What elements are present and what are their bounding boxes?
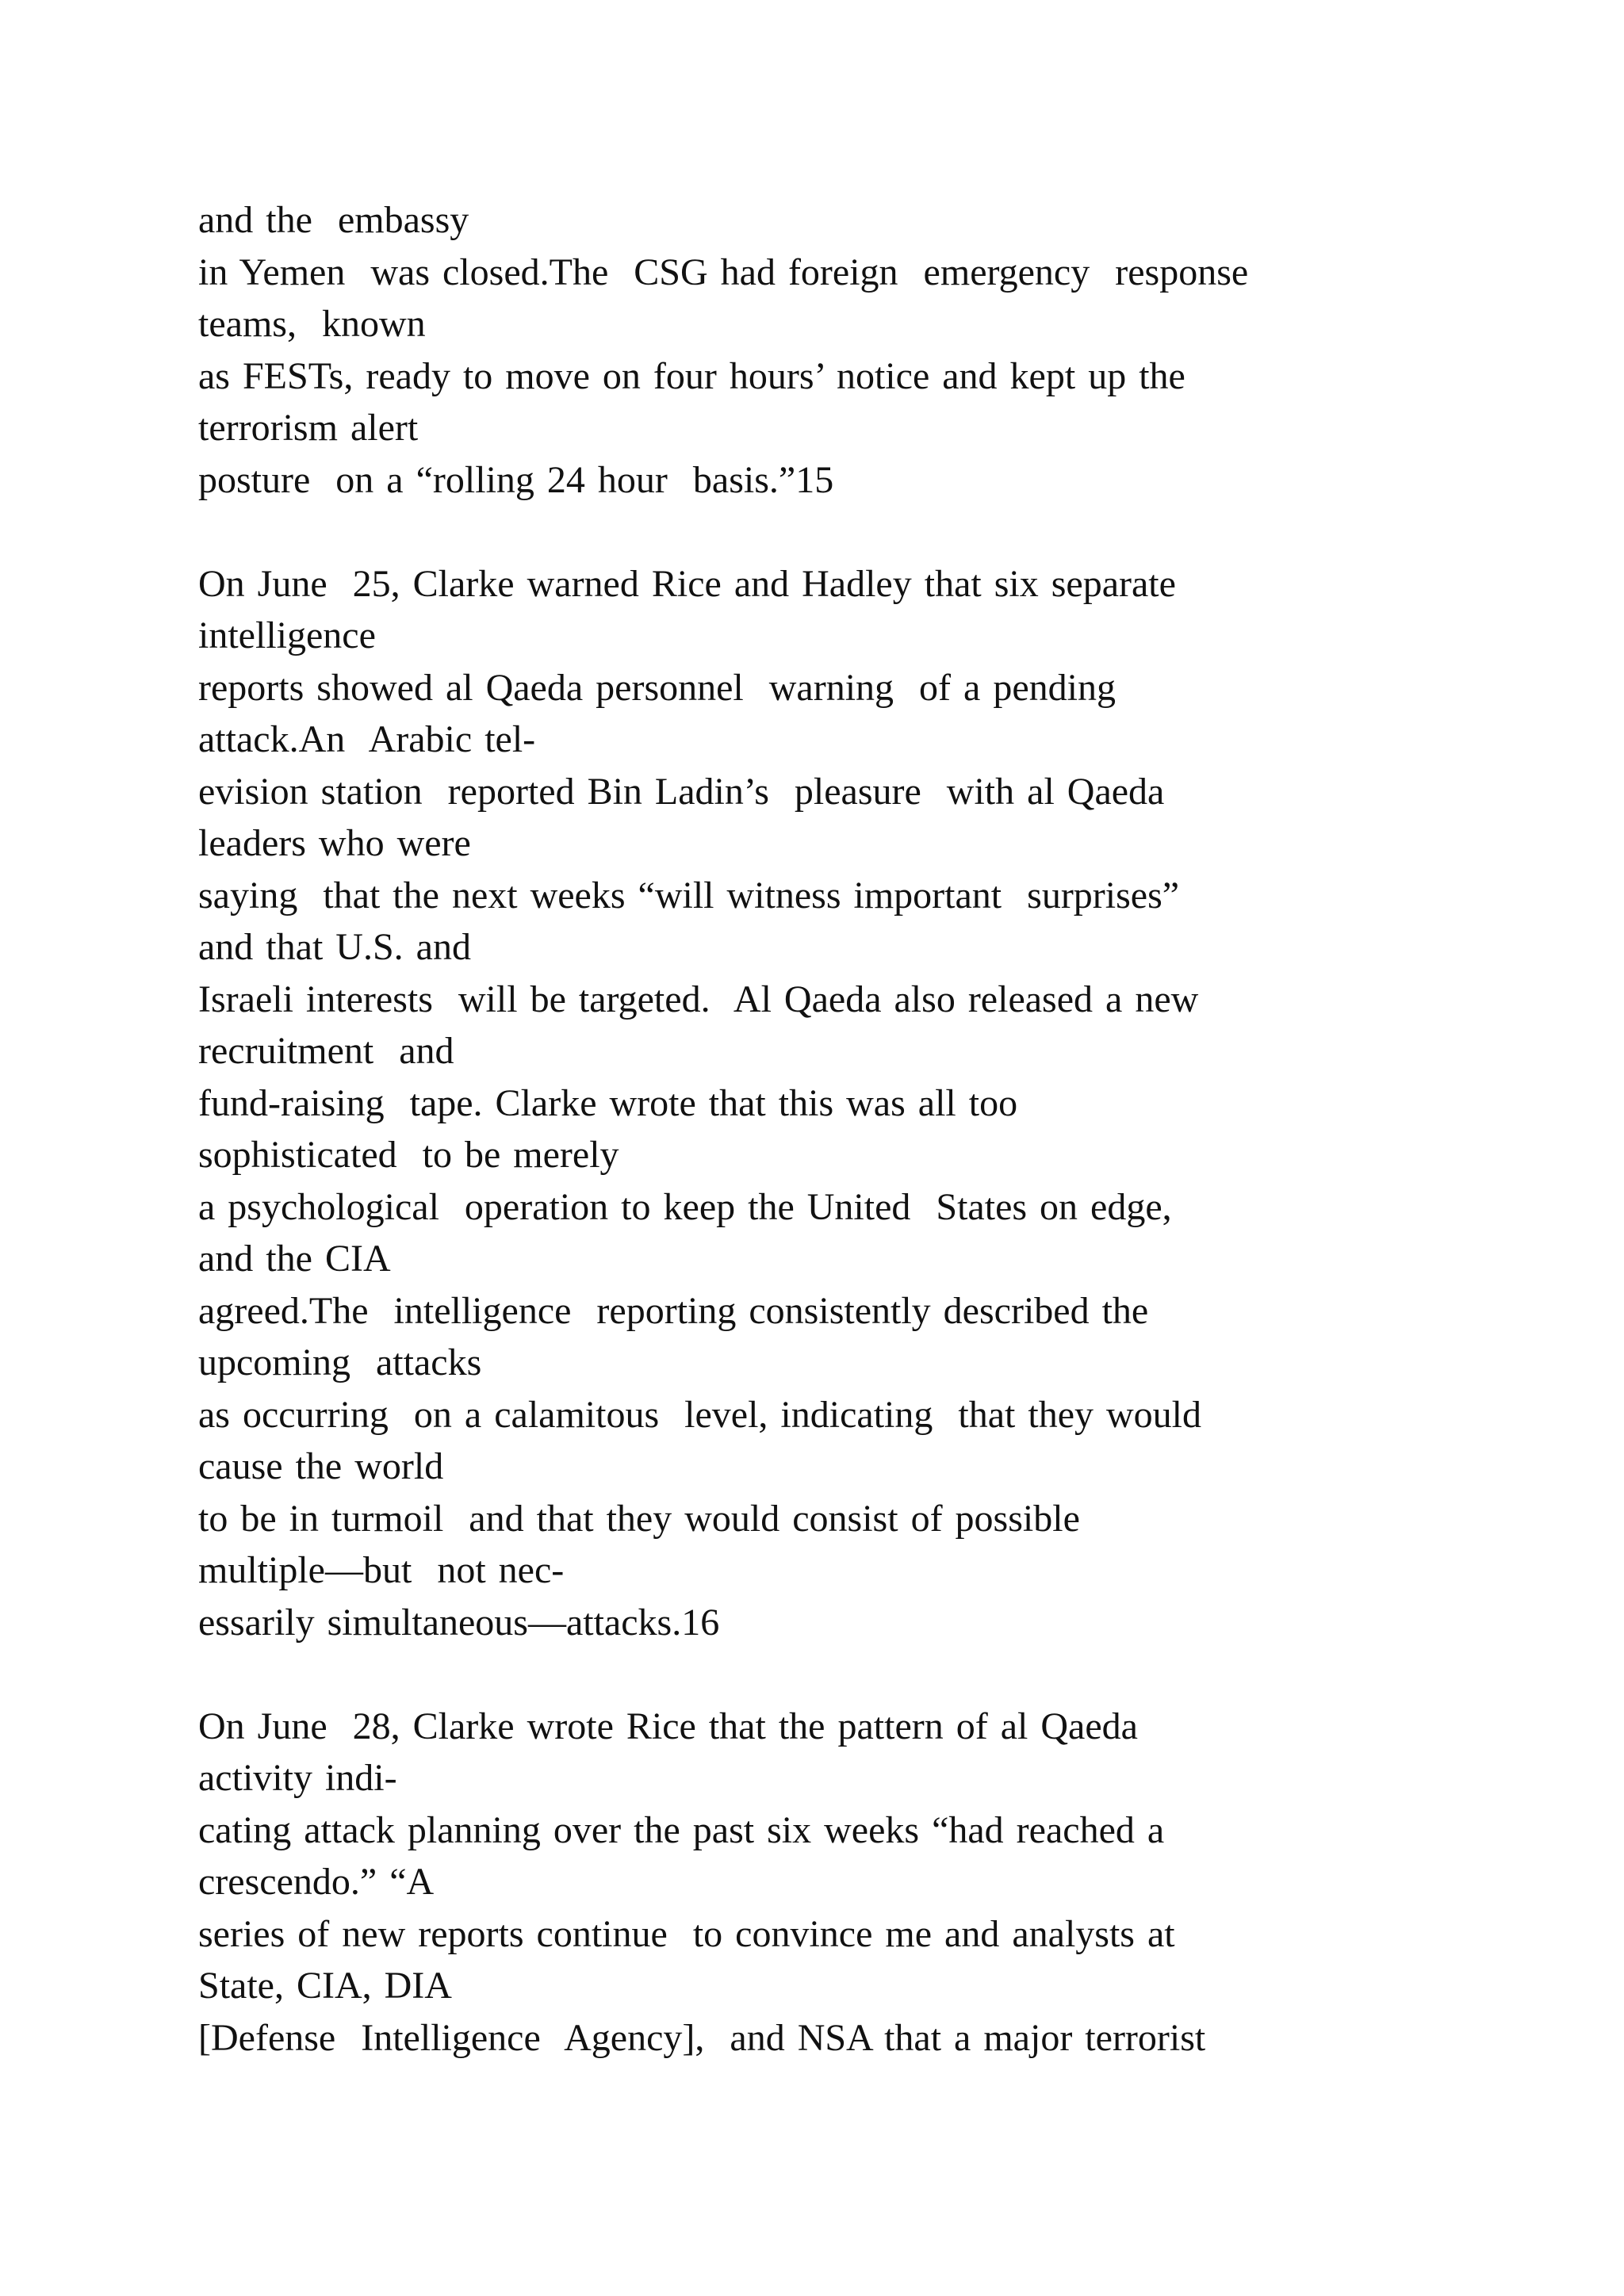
- text-line: posture on a “rolling 24 hour basis.”15: [198, 458, 834, 501]
- text-line: State, CIA, DIA: [198, 1965, 452, 2007]
- text-line: terrorism alert: [198, 407, 419, 449]
- paragraph: [198, 1701, 1499, 2064]
- text-line: series of new reports continue to convince me and analysts at: [198, 1912, 1175, 1955]
- text-line: and that U.S. and: [198, 926, 471, 968]
- text-line: cating attack planning over the past six weeks “had reached a: [198, 1808, 1165, 1851]
- text-line: upcoming attacks: [198, 1341, 482, 1383]
- paragraph: [198, 558, 1499, 1649]
- text-line: agreed.The intelligence reporting consistently described the: [198, 1289, 1149, 1332]
- text-line: as FESTs, ready to move on four hours’ notice and kept up the: [198, 354, 1185, 397]
- text-line: intelligence: [198, 614, 376, 656]
- text-line: multiple—but not nec-: [198, 1549, 565, 1591]
- text-line: recruitment and: [198, 1030, 454, 1072]
- text-line: essarily simultaneous—attacks.16: [198, 1601, 720, 1644]
- text-line: On June 28, Clarke wrote Rice that the pattern of al Qaeda: [198, 1705, 1138, 1747]
- text-line: crescendo.” “A: [198, 1861, 435, 1903]
- text-line: and the CIA: [198, 1238, 391, 1280]
- text-line: cause the world: [198, 1445, 444, 1487]
- text-line: sophisticated to be merely: [198, 1134, 619, 1176]
- text-line: reports showed al Qaeda personnel warning of a pending: [198, 666, 1116, 709]
- text-line: teams, known: [198, 303, 426, 345]
- text-line: [Defense Intelligence Agency], and NSA that a major terrorist: [198, 2016, 1206, 2059]
- paragraph-gap: [198, 1648, 1499, 1701]
- text-line: to be in turmoil and that they would consist of possible: [198, 1497, 1080, 1540]
- text-line: attack.An Arabic tel-: [198, 718, 536, 760]
- text-line: and the embassy: [198, 199, 469, 241]
- text-line: a psychological operation to keep the United States on edge,: [198, 1185, 1172, 1228]
- text-line: saying that the next weeks “will witness important surprises”: [198, 874, 1180, 916]
- paragraph: [198, 194, 1499, 506]
- text-line: fund-raising tape. Clarke wrote that this was all too: [198, 1081, 1018, 1124]
- document-body: [198, 194, 1499, 2064]
- text-line: as occurring on a calamitous level, indicating that they would: [198, 1393, 1201, 1436]
- text-line: activity indi-: [198, 1757, 397, 1799]
- text-line: evision station reported Bin Ladin’s pleasure with al Qaeda: [198, 770, 1165, 813]
- text-line: On June 25, Clarke warned Rice and Hadley that six separate: [198, 562, 1176, 605]
- text-line: Israeli interests will be targeted. Al Qaeda also released a new: [198, 978, 1199, 1020]
- paragraph-gap: [198, 506, 1499, 558]
- text-line: leaders who were: [198, 822, 471, 864]
- text-line: in Yemen was closed.The CSG had foreign emergency response: [198, 251, 1249, 293]
